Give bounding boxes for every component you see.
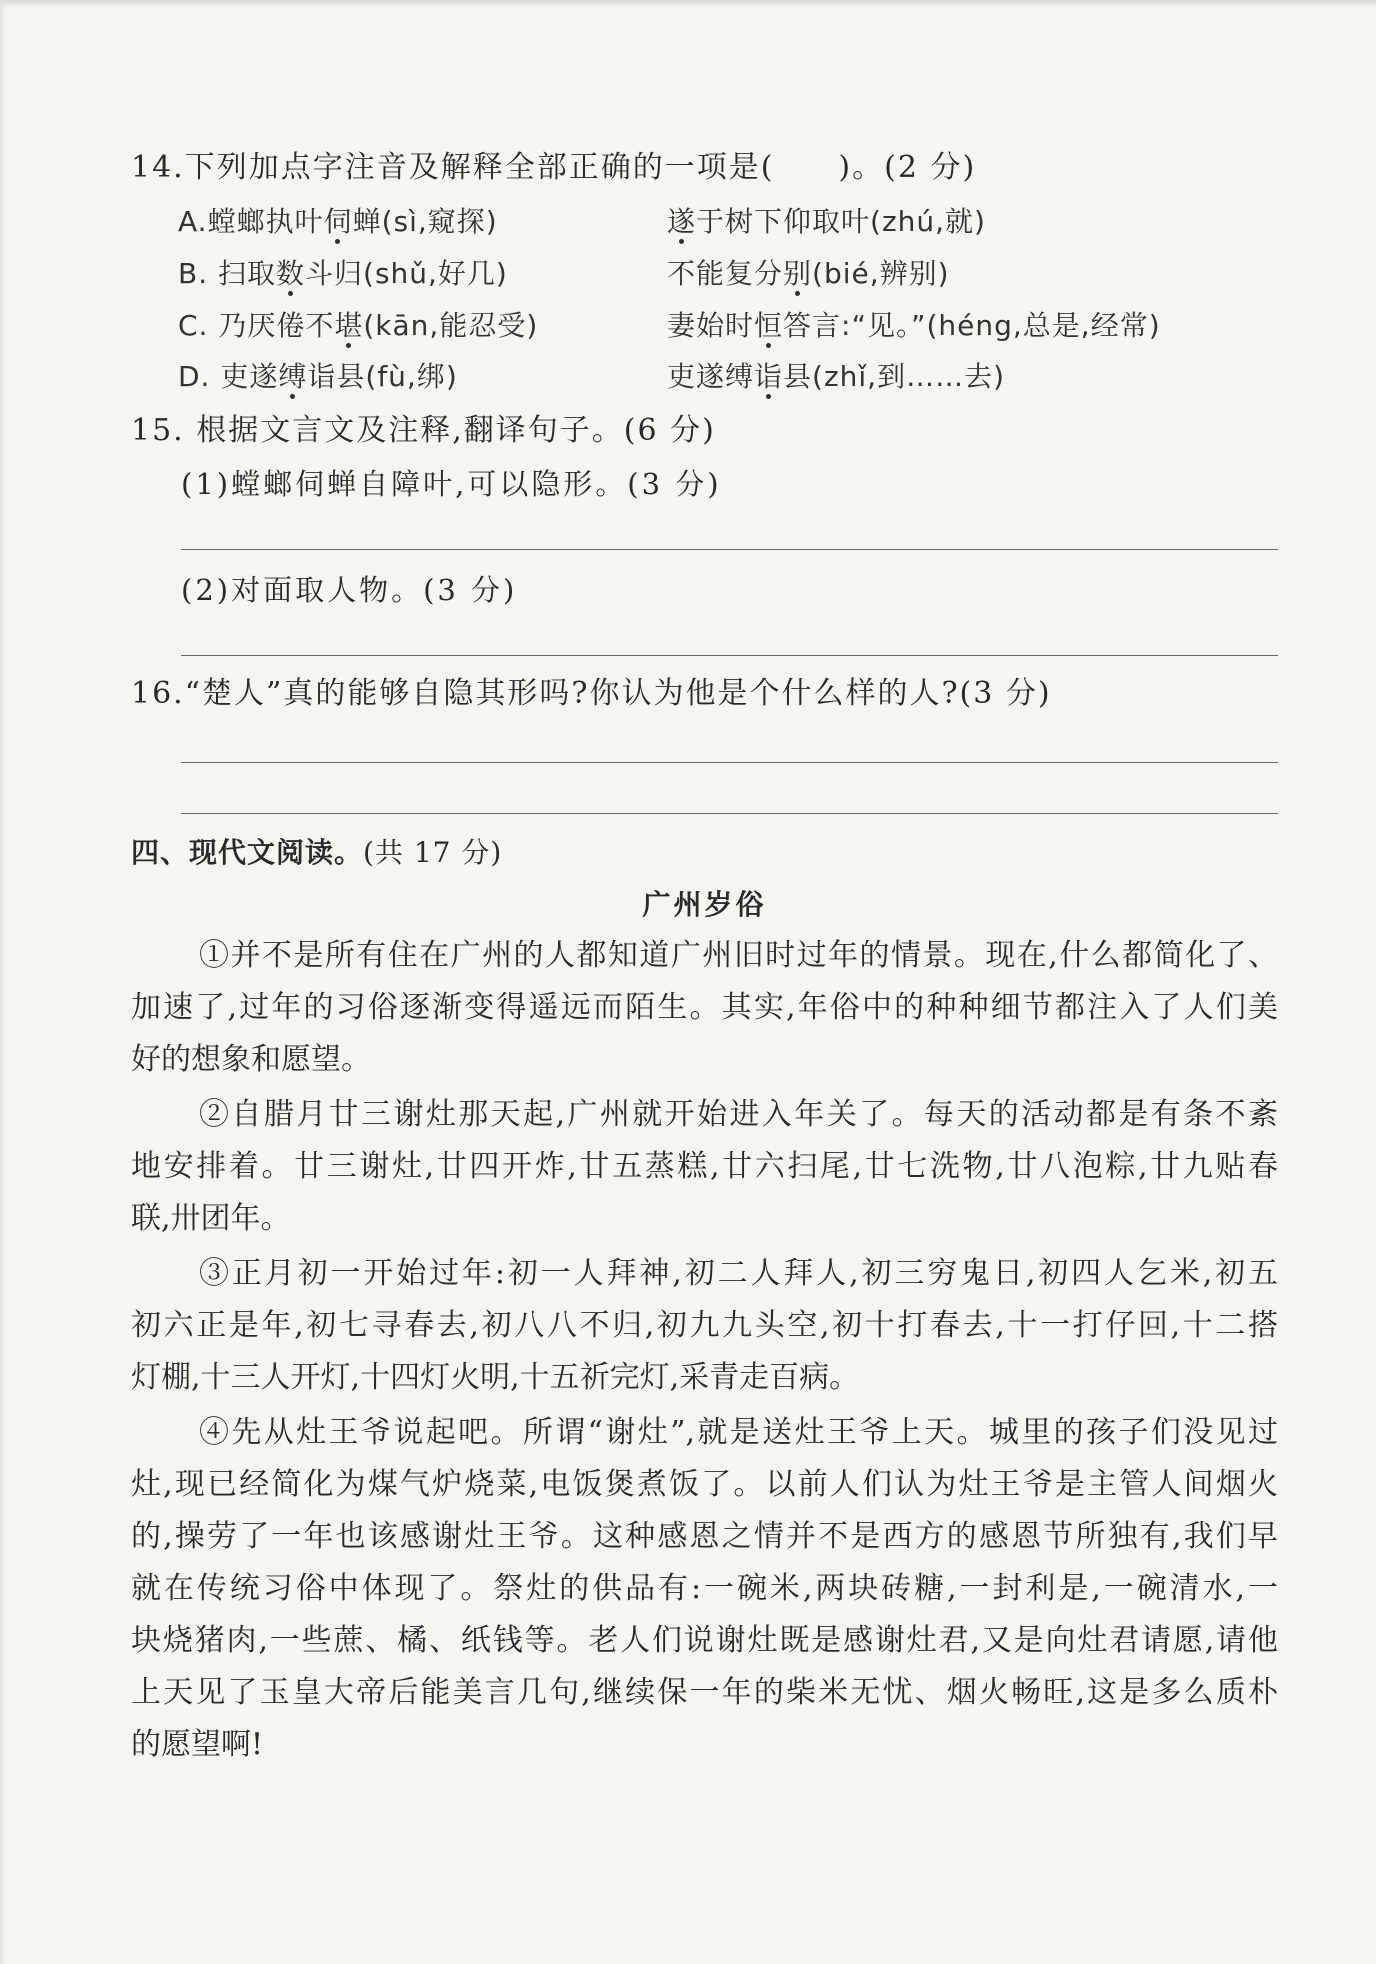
dotted-character: 伺 <box>323 205 353 238</box>
option-c-left <box>178 304 538 348</box>
passage-line: 灶,现已经简化为煤气炉烧菜,电饭煲煮饭了。以前人们认为灶王爷是主管人间烟火 <box>131 1467 1278 1502</box>
option-text: 蝉(sì,窥探) <box>352 205 498 238</box>
passage-paragraph <box>131 1407 1278 1771</box>
option-text: 不能复分 <box>667 257 784 290</box>
section-heading <box>131 831 502 875</box>
option-text: (bié,辨别) <box>812 257 950 290</box>
dotted-character: 堪 <box>334 309 364 342</box>
passage-line: 加速了,过年的习俗逐渐变得遥远而陌生。其实,年俗中的种种细节都注入了人们美 <box>131 990 1278 1025</box>
option-text: B. 扫取 <box>178 257 277 290</box>
option-b-right <box>667 252 950 296</box>
option-row-c <box>0 304 1376 348</box>
option-row-d <box>0 355 1376 399</box>
dotted-character: 别 <box>783 257 813 290</box>
option-c-right <box>667 304 1161 348</box>
dotted-character: 恒 <box>754 309 784 342</box>
passage-paragraph <box>131 930 1278 1086</box>
option-text: 答言:“见。”(héng,总是,经常) <box>783 309 1161 342</box>
passage-line: ④先从灶王爷说起吧。所谓“谢灶”,就是送灶王爷上天。城里的孩子们没见过 <box>199 1415 1278 1450</box>
option-text: (kān,能忍受) <box>363 309 539 342</box>
answer-line <box>181 655 1278 656</box>
option-b-left <box>178 252 508 296</box>
option-text: 于树下仰取叶(zhú,就) <box>696 205 986 238</box>
dotted-character: 缚 <box>278 360 308 393</box>
question-16-stem: 16.“楚人”真的能够自隐其形吗?你认为他是个什么样的人?(3 分) <box>131 676 1052 711</box>
passage-paragraph <box>131 1089 1278 1245</box>
dotted-character: 遂 <box>667 205 697 238</box>
answer-line <box>181 813 1278 814</box>
passage-line: 联,卅团年。 <box>131 1201 291 1236</box>
passage-line: 块烧猪肉,一些蔗、橘、纸钱等。老人们说谢灶既是感谢灶君,又是向灶君请愿,请他 <box>131 1623 1278 1658</box>
option-d-left <box>178 355 458 399</box>
dotted-character: 诣 <box>754 360 784 393</box>
question-15-item-2: (2)对面取人物。(3 分) <box>181 573 518 607</box>
passage-line: 好的想象和愿望。 <box>131 1042 371 1077</box>
option-text: C. 乃厌倦不 <box>178 309 335 342</box>
passage-line: ③正月初一开始过年:初一人拜神,初二人拜人,初三穷鬼日,初四人乞米,初五 <box>199 1256 1278 1291</box>
option-text: 县(zhǐ,到……去) <box>783 360 1006 393</box>
option-text: 诣县(fù,绑) <box>307 360 458 393</box>
section-heading-score: (共 17 分) <box>363 836 503 869</box>
option-row-a <box>0 200 1376 244</box>
passage-paragraph <box>131 1248 1278 1404</box>
passage-title: 广州岁俗 <box>642 888 767 921</box>
passage-line: 初六正是年,初七寻春去,初八八不归,初九九头空,初十打春去,十一打仔回,十二搭 <box>131 1308 1278 1343</box>
section-heading-title: 四、现代文阅读。 <box>131 836 364 869</box>
passage-line: ①并不是所有住在广州的人都知道广州旧时过年的情景。现在,什么都简化了、 <box>199 938 1278 973</box>
passage-line: 地安排着。廿三谢灶,廿四开炸,廿五蒸糕,廿六扫尾,廿七洗物,廿八泡粽,廿九贴春 <box>131 1149 1278 1184</box>
question-15-stem: 15. 根据文言文及注释,翻译句子。(6 分) <box>131 413 716 448</box>
option-text: 斗归(shǔ,好几) <box>305 257 508 290</box>
passage-line: 上天见了玉皇大帝后能美言几句,继续保一年的柴米无忧、烟火畅旺,这是多么质朴 <box>131 1675 1278 1710</box>
question-14-stem: 14.下列加点字注音及解释全部正确的一项是( )。(2 分) <box>131 150 977 185</box>
answer-line <box>181 762 1278 763</box>
passage-line: ②自腊月廿三谢灶那天起,广州就开始进入年关了。每天的活动都是有条不紊 <box>199 1097 1278 1132</box>
passage <box>131 930 1278 1771</box>
option-text: D. 吏遂 <box>178 360 279 393</box>
option-text: A.螳螂执叶 <box>178 205 324 238</box>
passage-line: 就在传统习俗中体现了。祭灶的供品有:一碗米,两块砖糖,一封利是,一碗清水,一 <box>131 1571 1278 1606</box>
option-text: 吏遂缚 <box>667 360 755 393</box>
option-d-right <box>667 355 1005 399</box>
option-text: 妻始时 <box>667 309 755 342</box>
passage-line: 灯棚,十三人开灯,十四灯火明,十五祈完灯,采青走百病。 <box>131 1360 860 1395</box>
passage-line: 的愿望啊! <box>131 1727 264 1762</box>
passage-line: 的,操劳了一年也该感谢灶王爷。这种感恩之情并不是西方的感恩节所独有,我们早 <box>131 1519 1278 1554</box>
answer-line <box>181 549 1278 550</box>
question-15-item-1: (1)螳螂伺蝉自障叶,可以隐形。(3 分) <box>181 467 722 501</box>
dotted-character: 数 <box>276 257 306 290</box>
option-a-left <box>178 200 498 244</box>
option-a-right <box>667 200 986 244</box>
option-row-b <box>0 252 1376 296</box>
